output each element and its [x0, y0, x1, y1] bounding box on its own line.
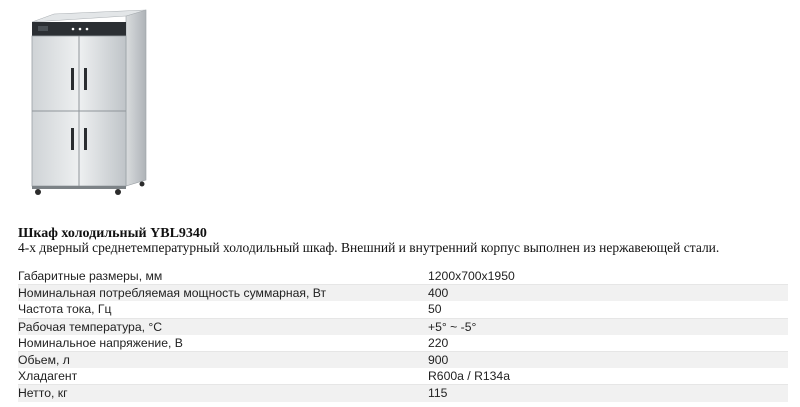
spec-row	[18, 385, 788, 402]
product-title: Шкаф холодильный YBL9340	[18, 226, 207, 241]
spec-label: Обьем, л	[18, 351, 428, 368]
refrigerator-image	[18, 8, 158, 198]
spec-row	[18, 268, 788, 285]
spec-label: Номинальное напряжение, В	[18, 335, 428, 352]
spec-value: R600a / R134a	[428, 368, 788, 385]
spec-row	[18, 368, 788, 385]
spec-value: 900	[428, 351, 788, 368]
spec-label: Габаритные размеры, мм	[18, 268, 428, 285]
spec-row	[18, 351, 788, 368]
spec-value: +5° ~ -5°	[428, 318, 788, 335]
spec-label: Хладагент	[18, 368, 428, 385]
spec-row	[18, 335, 788, 352]
spec-label: Частота тока, Гц	[18, 301, 428, 318]
spec-label: Нетто, кг	[18, 385, 428, 402]
product-description: 4-х дверный среднетемпературный холодильный шкаф. Внешний и внутренний корпус выполнен из нержавеющей стали.	[18, 240, 720, 255]
spec-label: Рабочая температура, °C	[18, 318, 428, 335]
specs-table	[18, 268, 788, 402]
spec-row	[18, 301, 788, 318]
spec-value: 400	[428, 285, 788, 302]
spec-value: 1200x700x1950	[428, 268, 788, 285]
spec-value: 220	[428, 335, 788, 352]
spec-label: Номинальная потребляемая мощность суммарная, Вт	[18, 285, 428, 302]
specs-table-body	[18, 268, 788, 402]
spec-value: 115	[428, 385, 788, 402]
spec-value: 50	[428, 301, 788, 318]
spec-row	[18, 318, 788, 335]
spec-row	[18, 285, 788, 302]
